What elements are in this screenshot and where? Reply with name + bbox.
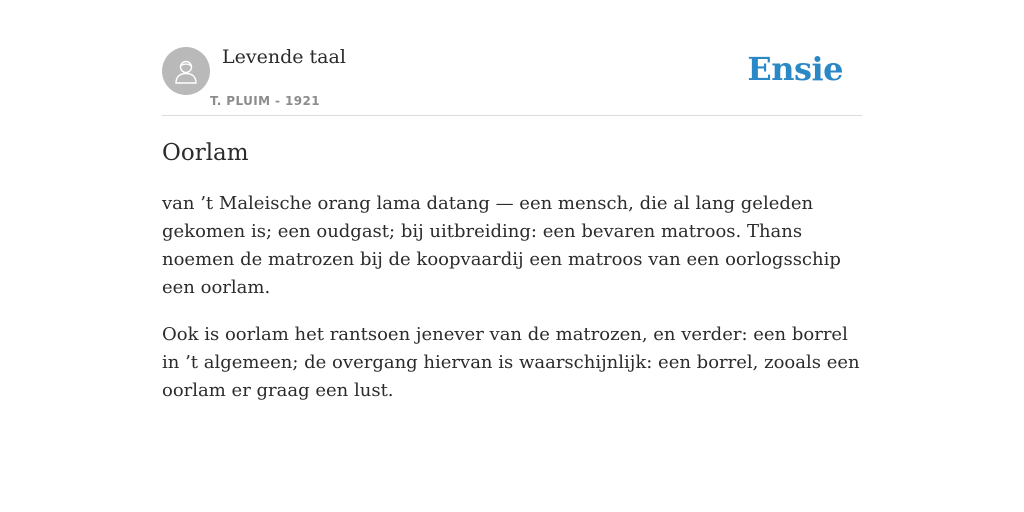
author-avatar[interactable] xyxy=(162,47,210,95)
article-paragraph-1: van ’t Maleische orang lama datang — een mensch, die al lang geleden gekomen is; een oudgast; bij uitbreiding: een bevaren matroos. Thans noemen de matrozen bij de koopvaardij een matroos van een oorlogsschip een oorlam. xyxy=(162,193,841,298)
article-title: Oorlam xyxy=(162,140,249,166)
author-name[interactable]: Levende taal xyxy=(222,46,346,68)
user-avatar-icon xyxy=(172,57,200,85)
article-header xyxy=(162,40,862,116)
article-paragraph-2: Ook is oorlam het rantsoen jenever van de matrozen, en verder: een borrel in ’t algemeen; de overgang hiervan is waarschijnlijk: een borrel, zooals een oorlam er graag een lust. xyxy=(162,324,860,401)
ensie-logo[interactable]: Ensie xyxy=(747,50,843,88)
source-label: T. PLUIM - 1921 xyxy=(210,94,320,108)
article-card xyxy=(162,40,862,405)
